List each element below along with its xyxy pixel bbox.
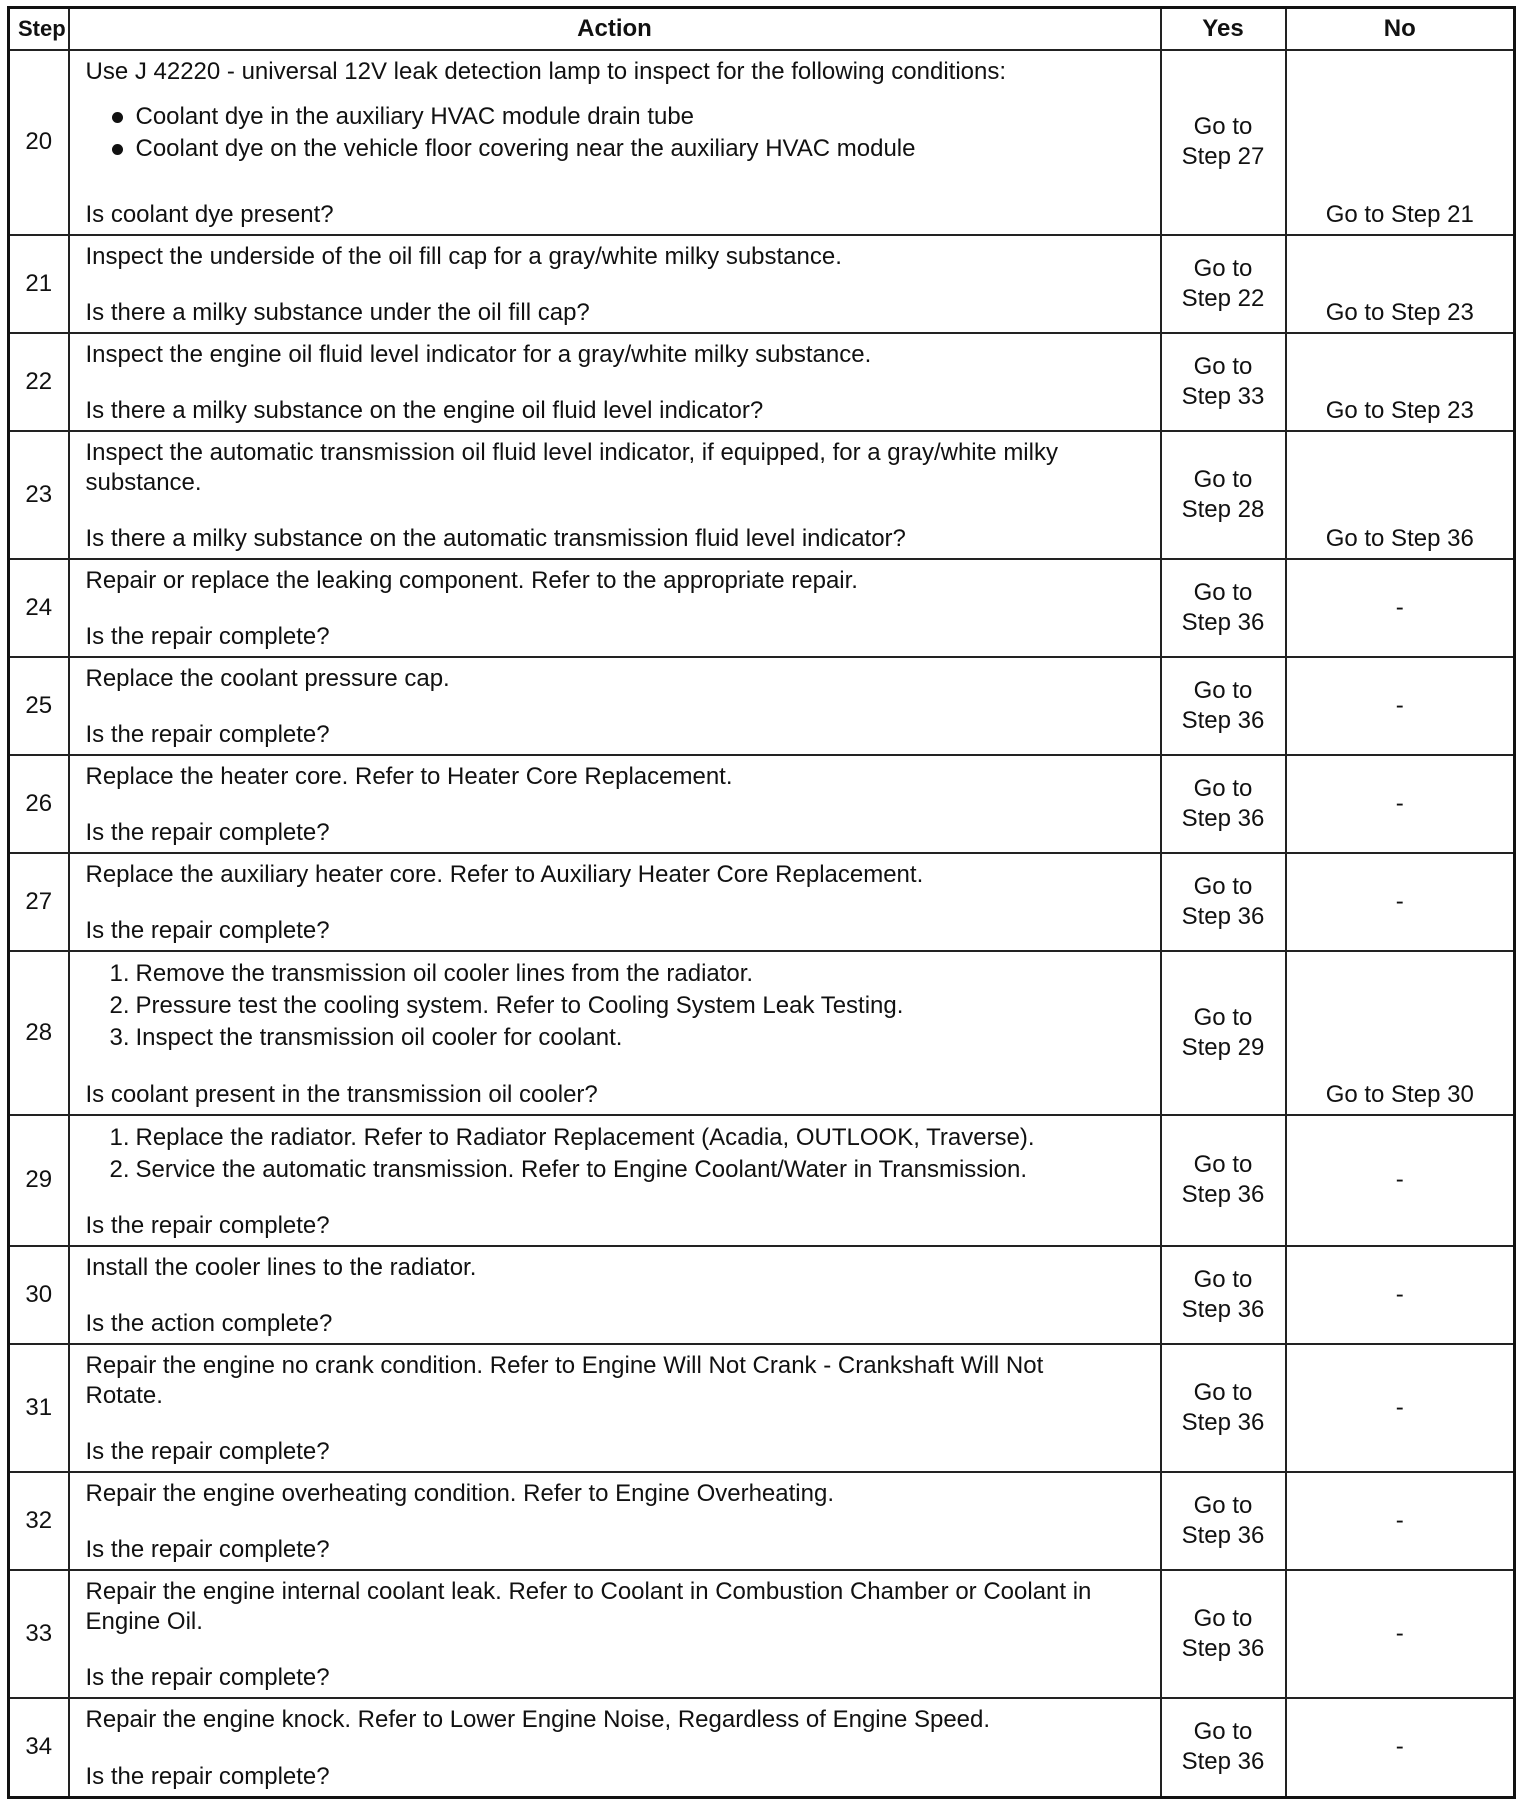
yes-text: Go to (1193, 872, 1253, 900)
no-cell: - (1286, 559, 1515, 657)
list-item (100, 1122, 1146, 1154)
yes-cell (1161, 50, 1286, 235)
no-cell: Go to Step 36 (1286, 431, 1515, 559)
yes-cell (1161, 431, 1286, 559)
yes-text: Go to (1193, 1151, 1253, 1178)
yes-text: Go to (1193, 352, 1253, 380)
yes-text: Step 36 (1181, 902, 1265, 930)
yes-text: Step 36 (1181, 706, 1265, 734)
list-item (100, 1154, 1146, 1186)
action-cell (69, 559, 1161, 657)
table-row (9, 1698, 1515, 1798)
yes-text: Step 36 (1181, 1181, 1265, 1208)
step-number: 26 (9, 755, 69, 853)
list-item (100, 958, 1146, 990)
action-cell (69, 657, 1161, 755)
table-row (9, 853, 1515, 951)
no-cell: - (1286, 657, 1515, 755)
numbered-list (86, 1122, 1146, 1186)
step-number: 33 (9, 1570, 69, 1698)
table-row (9, 1115, 1515, 1246)
question-text: Is the repair complete? (85, 1762, 330, 1790)
step-number: 34 (9, 1698, 69, 1798)
yes-text: Go to (1193, 465, 1253, 493)
table-row (9, 333, 1515, 431)
question-text: Is the repair complete? (85, 1535, 330, 1563)
step-number: 32 (9, 1472, 69, 1570)
action-text: Inspect the automatic transmission oil fluid level indicator, if equipped, for a gray/white milky (85, 438, 1058, 466)
question-text: Is coolant dye present? (85, 200, 334, 228)
no-cell: - (1286, 755, 1515, 853)
action-text: Replace the heater core. Refer to Heater Core Replacement. (85, 762, 733, 790)
step-number: 31 (9, 1344, 69, 1472)
list-item-text: Pressure test the cooling system. Refer to Cooling System Leak Testing. (135, 991, 904, 1019)
yes-text: Go to (1193, 1718, 1253, 1745)
action-text: Repair the engine knock. Refer to Lower Engine Noise, Regardless of Engine Speed. (85, 1705, 991, 1733)
table-row (9, 431, 1515, 559)
action-cell (69, 235, 1161, 333)
table-row (9, 1472, 1515, 1570)
header-no: No (1286, 8, 1515, 50)
action-text: Repair or replace the leaking component. Refer to the appropriate repair. (85, 566, 858, 594)
no-cell: Go to Step 21 (1286, 50, 1515, 235)
yes-text: Step 36 (1181, 608, 1265, 636)
step-number: 20 (9, 50, 69, 235)
action-cell (69, 50, 1161, 235)
action-cell (69, 1115, 1161, 1246)
table-row (9, 657, 1515, 755)
action-text: Install the cooler lines to the radiator. (85, 1253, 477, 1281)
question-text: Is the repair complete? (85, 1211, 330, 1239)
list-number: 1. (109, 1123, 130, 1151)
yes-text: Step 36 (1181, 1295, 1265, 1323)
table-row (9, 1344, 1515, 1472)
action-text: Inspect the underside of the oil fill cap for a gray/white milky substance. (85, 242, 842, 270)
question-text: Is there a milky substance on the automatic transmission fluid level indicator? (85, 524, 906, 552)
question-text: Is coolant present in the transmission oil cooler? (85, 1080, 598, 1108)
list-item-text: Inspect the transmission oil cooler for coolant. (135, 1023, 623, 1051)
table-row (9, 235, 1515, 333)
step-number: 24 (9, 559, 69, 657)
action-text: substance. (85, 468, 202, 496)
table-row (9, 951, 1515, 1115)
list-item (100, 990, 1146, 1022)
yes-text: Step 27 (1181, 143, 1265, 170)
yes-text: Step 29 (1181, 1033, 1265, 1061)
step-number: 25 (9, 657, 69, 755)
action-text: Repair the engine no crank condition. Refer to Engine Will Not Crank - Crankshaft Will Not (85, 1351, 1044, 1379)
header-step: Step (9, 8, 69, 50)
yes-text: Go to (1193, 1491, 1253, 1519)
action-text: Replace the coolant pressure cap. (85, 664, 450, 692)
yes-text: Go to (1193, 254, 1253, 282)
list-item (100, 133, 1146, 165)
list-item (100, 101, 1146, 133)
step-number: 28 (9, 951, 69, 1115)
list-number: 1. (109, 959, 130, 987)
yes-cell (1161, 853, 1286, 951)
question-text: Is the repair complete? (85, 1437, 330, 1465)
question-text: Is the repair complete? (85, 916, 330, 944)
table-row (9, 50, 1515, 235)
list-item-text: Coolant dye in the auxiliary HVAC module drain tube (135, 102, 695, 130)
table-row (9, 1246, 1515, 1344)
question-text: Is the repair complete? (85, 818, 330, 846)
header-row (9, 8, 1515, 50)
yes-text: Step 28 (1181, 495, 1265, 523)
list-number: 2. (109, 991, 130, 1019)
action-cell (69, 755, 1161, 853)
list-item-text: Replace the radiator. Refer to Radiator Replacement (Acadia, OUTLOOK, Traverse). (135, 1123, 1035, 1151)
step-number: 29 (9, 1115, 69, 1246)
step-number: 21 (9, 235, 69, 333)
yes-text: Go to (1193, 113, 1253, 140)
yes-cell (1161, 235, 1286, 333)
action-text: Repair the engine overheating condition. Refer to Engine Overheating. (85, 1479, 834, 1507)
action-text: Replace the auxiliary heater core. Refer to Auxiliary Heater Core Replacement. (85, 860, 924, 888)
no-cell: - (1286, 1115, 1515, 1246)
action-text: Rotate. (85, 1381, 163, 1409)
action-cell (69, 1246, 1161, 1344)
table-row (9, 559, 1515, 657)
yes-cell (1161, 755, 1286, 853)
list-item-text: Coolant dye on the vehicle floor covering near the auxiliary HVAC module (135, 134, 916, 162)
no-cell: Go to Step 23 (1286, 235, 1515, 333)
table-row (9, 1570, 1515, 1698)
action-text: Inspect the engine oil fluid level indicator for a gray/white milky substance. (85, 340, 872, 368)
action-cell (69, 1472, 1161, 1570)
yes-cell (1161, 1344, 1286, 1472)
list-item-text: Remove the transmission oil cooler lines from the radiator. (135, 959, 754, 987)
yes-cell (1161, 1115, 1286, 1246)
yes-text: Go to (1193, 1378, 1253, 1406)
action-cell (69, 1698, 1161, 1798)
action-cell (69, 431, 1161, 559)
yes-cell (1161, 333, 1286, 431)
no-cell: - (1286, 853, 1515, 951)
no-cell: - (1286, 1246, 1515, 1344)
yes-text: Step 36 (1181, 1634, 1265, 1662)
step-number: 27 (9, 853, 69, 951)
yes-text: Step 36 (1181, 1408, 1265, 1436)
numbered-list (86, 958, 1146, 1054)
yes-text: Go to (1193, 1604, 1253, 1632)
question-text: Is the repair complete? (85, 1663, 330, 1691)
no-cell: - (1286, 1698, 1515, 1798)
no-cell: - (1286, 1472, 1515, 1570)
action-cell (69, 333, 1161, 431)
no-cell: Go to Step 30 (1286, 951, 1515, 1115)
step-number: 22 (9, 333, 69, 431)
action-cell (69, 951, 1161, 1115)
yes-text: Go to (1193, 578, 1253, 606)
question-text: Is there a milky substance under the oil fill cap? (85, 298, 590, 326)
question-text: Is the repair complete? (85, 622, 330, 650)
list-item-text: Service the automatic transmission. Refer to Engine Coolant/Water in Transmission. (135, 1155, 1027, 1183)
question-text: Is the action complete? (85, 1309, 333, 1337)
step-number: 23 (9, 431, 69, 559)
list-number: 2. (109, 1155, 130, 1183)
list-item (100, 1022, 1146, 1054)
no-cell: - (1286, 1570, 1515, 1698)
yes-text: Step 36 (1181, 1748, 1265, 1775)
yes-cell (1161, 951, 1286, 1115)
yes-text: Step 33 (1181, 382, 1265, 410)
step-number: 30 (9, 1246, 69, 1344)
yes-text: Go to (1193, 774, 1253, 802)
no-cell: - (1286, 1344, 1515, 1472)
question-text: Is there a milky substance on the engine oil fluid level indicator? (85, 396, 764, 424)
yes-cell (1161, 1246, 1286, 1344)
condition-list (86, 101, 1146, 165)
question-text: Is the repair complete? (85, 720, 330, 748)
diagnostic-table-page (7, 6, 1513, 1790)
table-row (9, 755, 1515, 853)
yes-text: Go to (1193, 1003, 1253, 1031)
bullet-icon (112, 144, 123, 155)
table-body (9, 50, 1515, 1798)
yes-text: Step 22 (1181, 284, 1265, 312)
yes-text: Go to (1193, 676, 1253, 704)
yes-cell (1161, 657, 1286, 755)
header-yes: Yes (1161, 8, 1286, 50)
yes-cell (1161, 1570, 1286, 1698)
yes-text: Go to (1193, 1265, 1253, 1293)
action-text: Use J 42220 - universal 12V leak detection lamp to inspect for the following conditions: (85, 57, 1007, 85)
no-cell: Go to Step 23 (1286, 333, 1515, 431)
action-cell (69, 1344, 1161, 1472)
diagnostic-table (7, 6, 1516, 1799)
action-cell (69, 1570, 1161, 1698)
bullet-icon (112, 112, 123, 123)
yes-text: Step 36 (1181, 804, 1265, 832)
header-action: Action (69, 8, 1161, 50)
action-text: Repair the engine internal coolant leak. Refer to Coolant in Combustion Chamber or Coolant in (85, 1577, 1092, 1605)
list-number: 3. (109, 1023, 130, 1051)
yes-text: Step 36 (1181, 1521, 1265, 1549)
yes-cell (1161, 1698, 1286, 1798)
action-cell (69, 853, 1161, 951)
action-text: Engine Oil. (85, 1607, 203, 1635)
yes-cell (1161, 1472, 1286, 1570)
yes-cell (1161, 559, 1286, 657)
